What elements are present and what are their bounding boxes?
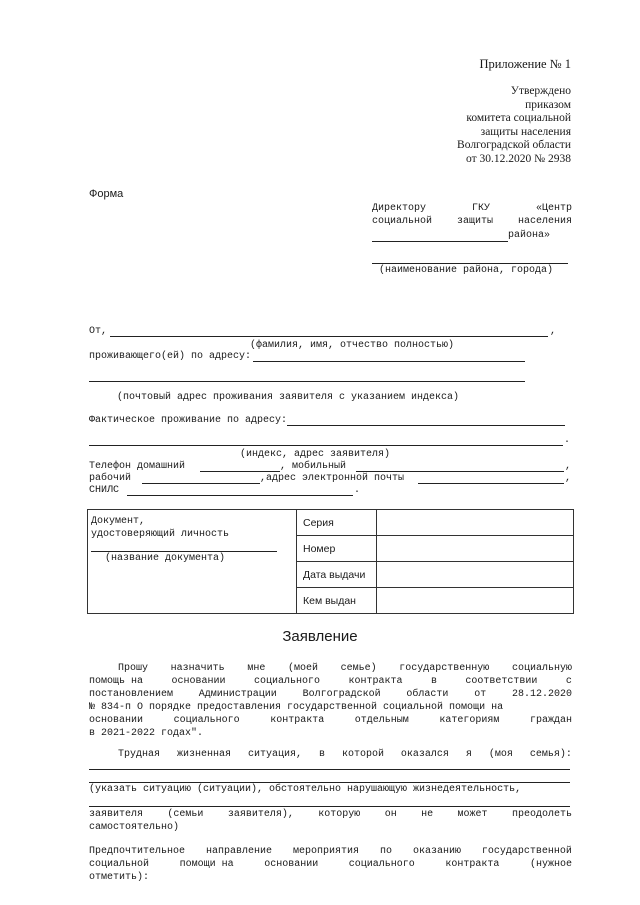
body-line: в 2021-2022 годах". — [89, 728, 204, 739]
word: области — [406, 689, 449, 700]
fio-comma: , — [550, 326, 557, 337]
actual-address-field[interactable] — [287, 425, 565, 426]
district-hint: (наименование района, города) — [379, 265, 554, 276]
id-document-name-field[interactable] — [91, 541, 277, 552]
word: семья): — [529, 749, 572, 760]
snils-field[interactable] — [127, 495, 353, 496]
district-field[interactable] — [372, 241, 508, 242]
word: основании — [89, 715, 144, 726]
addressee-line-2 — [372, 215, 572, 228]
approval-line: приказом — [525, 98, 571, 111]
approval-line: комитета социальной — [466, 112, 571, 124]
actual-address-dot: . — [564, 435, 571, 446]
word: соответствии — [465, 676, 538, 687]
email-field[interactable] — [418, 483, 564, 484]
word: ситуация, — [247, 749, 302, 760]
addressee-word: «Центр — [535, 203, 572, 214]
snils-dot: . — [354, 485, 361, 496]
situation-hint-3: самостоятельно) — [89, 822, 180, 833]
document-title: Заявление — [282, 628, 358, 645]
word: не — [421, 809, 434, 820]
word: Предпочтительное — [89, 846, 186, 857]
word: социального — [253, 676, 320, 687]
address-label: проживающего(ей) по адресу: — [89, 351, 252, 362]
word: которой — [341, 749, 384, 760]
word: отдельным — [354, 715, 409, 726]
word: заявителя — [89, 809, 144, 820]
actual-address-field-2[interactable] — [89, 445, 563, 446]
approval-block — [457, 85, 571, 166]
word: может — [457, 809, 488, 820]
word: заявителя), — [227, 809, 294, 820]
word: социальную — [511, 663, 572, 674]
email-label: ,адрес электронной почты — [260, 473, 405, 484]
word: я — [465, 749, 472, 760]
fio-hint: (фамилия, имя, отчество полностью) — [250, 340, 455, 351]
word: граждан — [529, 715, 572, 726]
word: контракта — [270, 715, 325, 726]
situation-field-3[interactable] — [89, 806, 570, 807]
body-line — [89, 688, 572, 701]
situation-line — [118, 748, 572, 761]
fio-field[interactable] — [110, 336, 548, 337]
series-field[interactable] — [377, 510, 574, 536]
word: с — [565, 676, 572, 687]
word: контракта — [445, 859, 500, 870]
address-field-2[interactable] — [89, 381, 525, 382]
snils-label: СНИЛС — [89, 485, 120, 496]
word: назначить — [170, 663, 225, 674]
form-label: Форма — [89, 188, 124, 200]
word: направление — [205, 846, 272, 857]
word: в — [318, 749, 325, 760]
word: социальной — [89, 859, 150, 870]
approval-line: Волгоградской области — [457, 139, 571, 151]
actual-address-hint: (индекс, адрес заявителя) — [240, 449, 391, 460]
word: государственную — [399, 663, 490, 674]
series-label: Серия — [297, 510, 377, 536]
approval-line: от 30.12.2020 № 2938 — [466, 152, 571, 165]
word: оказанию — [412, 846, 461, 857]
word: 28.12.2020 — [511, 689, 572, 700]
word: основании — [264, 859, 319, 870]
from-label: От, — [89, 326, 108, 337]
postal-hint: (почтовый адрес проживания заявителя с указанием индекса) — [117, 392, 460, 403]
word: по — [379, 846, 392, 857]
direction-line: отметить): — [89, 872, 150, 883]
approval-line: защиты населения — [480, 125, 571, 138]
word: оказался — [400, 749, 449, 760]
situation-hint-2 — [89, 808, 572, 821]
situation-field-1[interactable] — [89, 769, 570, 770]
id-document-hint: (название документа) — [105, 553, 226, 564]
work-phone-field[interactable] — [142, 483, 260, 484]
appendix-label: Приложение № 1 — [479, 57, 571, 71]
number-label: Номер — [297, 536, 377, 562]
word: Прошу — [118, 663, 149, 674]
word: в — [430, 676, 437, 687]
approval-line: Утверждено — [510, 85, 571, 97]
word: социального — [348, 859, 415, 870]
id-document-line2: удостоверяющий личность — [91, 529, 230, 540]
number-field[interactable] — [377, 536, 574, 562]
direction-line — [89, 845, 572, 858]
word: категориям — [439, 715, 500, 726]
addressee-line-1 — [372, 202, 572, 215]
actual-address-label: Фактическое проживание по адресу: — [89, 415, 288, 426]
word: (моей — [287, 663, 318, 674]
body-line — [89, 714, 572, 727]
body-line: № 834-п О порядке предоставления государственной социальной помощи на — [89, 702, 504, 713]
word: которую — [318, 809, 361, 820]
addressee-word: социальной — [372, 216, 433, 227]
id-document-table — [87, 509, 574, 614]
word: (семьи — [167, 809, 204, 820]
address-field[interactable] — [253, 361, 525, 362]
word: Администрации — [198, 689, 277, 700]
body-line — [89, 675, 572, 688]
word: преодолеть — [511, 809, 572, 820]
word: основании — [171, 676, 226, 687]
word: государственной — [481, 846, 572, 857]
issued-by-field[interactable] — [377, 588, 574, 614]
word: (нужное — [529, 859, 572, 870]
mobile-comma: , — [565, 461, 572, 472]
id-document-cell — [88, 510, 297, 614]
word: (моя — [488, 749, 513, 760]
word: мероприятия — [292, 846, 359, 857]
word: помощь на — [89, 676, 144, 687]
issue-date-label: Дата выдачи — [297, 562, 377, 588]
word: жизненная — [176, 749, 231, 760]
word: Трудная — [118, 749, 161, 760]
word: семье) — [340, 663, 377, 674]
work-phone-label: рабочий — [89, 473, 132, 484]
word: контракта — [348, 676, 403, 687]
addressee-word: ГКУ — [471, 203, 490, 214]
direction-line — [89, 858, 572, 871]
addressee-word: населения — [517, 216, 572, 227]
word: от — [474, 689, 487, 700]
addressee-word: Директору — [372, 203, 427, 214]
word: мне — [247, 663, 266, 674]
issue-date-field[interactable] — [377, 562, 574, 588]
word: социального — [173, 715, 240, 726]
word: Волгоградской — [302, 689, 381, 700]
addressee-word: защиты — [456, 216, 493, 227]
word: помощи на — [179, 859, 234, 870]
body-line — [118, 662, 572, 675]
email-comma: , — [565, 473, 572, 484]
issued-by-label: Кем выдан — [297, 588, 377, 614]
addressee-suffix: района» — [508, 230, 551, 241]
id-document-line1: Документ, — [91, 516, 146, 527]
situation-hint: (указать ситуацию (ситуации), обстоятельно нарушающую жизнедеятельность, — [89, 784, 522, 795]
mobile-label: , мобильный — [280, 461, 347, 472]
phone-home-label: Телефон домашний — [89, 461, 186, 472]
word: он — [384, 809, 397, 820]
word: постановлением — [89, 689, 174, 700]
